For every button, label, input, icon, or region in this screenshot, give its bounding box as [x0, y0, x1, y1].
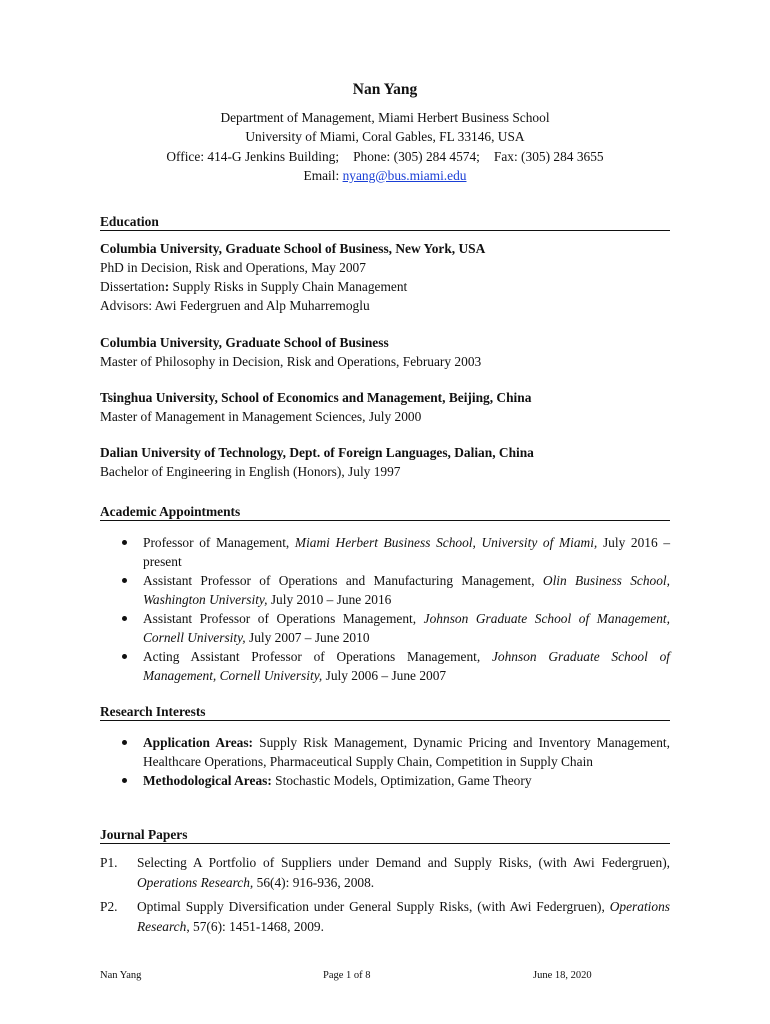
- phone-text: Phone: (305) 284 4574;: [353, 148, 480, 164]
- appointment-item: [100, 533, 670, 571]
- research-text: Supply Risk Management, Dynamic Pricing and Inventory Management, Healthcare Operations, Pharmaceutical Supply Chain, Competition in Supply Chain: [143, 735, 670, 769]
- appointment-role: Assistant Professor of Operations Management,: [143, 611, 424, 626]
- research-item: [100, 771, 670, 790]
- education-school: Columbia University, Graduate School of Business: [100, 335, 389, 350]
- education-heading: Education: [100, 213, 670, 231]
- appointment-dates: July 2010 – June 2016: [267, 592, 392, 607]
- education-entry: [100, 443, 670, 481]
- paper-citation: 56(4): 916-936, 2008.: [253, 875, 375, 890]
- university-line: University of Miami, Coral Gables, FL 33146, USA: [245, 129, 525, 145]
- appointment-institution: Johnson Graduate School of Management, Cornell University,: [143, 649, 670, 683]
- research-label: Methodological Areas:: [143, 773, 272, 788]
- appointment-role: Assistant Professor of Operations and Manufacturing Management,: [143, 573, 543, 588]
- appointments-heading: Academic Appointments: [100, 503, 670, 521]
- paper-item: [100, 853, 670, 893]
- paper-title: Optimal Supply Diversification under General Supply Risks, (with Awi Federgruen),: [137, 899, 610, 914]
- education-entry: [100, 388, 670, 426]
- email-line: [0, 166, 770, 185]
- paper-citation: , 57(6): 1451-1468, 2009.: [186, 919, 324, 934]
- education-degree: PhD in Decision, Risk and Operations, May 2007: [100, 260, 366, 275]
- appointment-role: Acting Assistant Professor of Operations Management,: [143, 649, 492, 664]
- journal-heading: Journal Papers: [100, 826, 670, 844]
- education-school: Dalian University of Technology, Dept. of Foreign Languages, Dalian, China: [100, 445, 534, 460]
- office-text: Office: 414-G Jenkins Building;: [166, 148, 340, 164]
- footer-page-number: Page 1 of 8: [323, 970, 371, 981]
- appointment-dates: July 2006 – June 2007: [322, 668, 447, 683]
- appointment-item: [100, 609, 670, 647]
- paper-number: P2.: [100, 899, 118, 914]
- education-section: [100, 213, 670, 481]
- email-link[interactable]: nyang@bus.miami.edu: [342, 167, 467, 183]
- research-list: [100, 733, 670, 790]
- paper-item: [100, 897, 670, 937]
- education-degree: Master of Philosophy in Decision, Risk and Operations, February 2003: [100, 354, 482, 369]
- appointments-section: [100, 503, 670, 685]
- education-entry: [100, 239, 670, 315]
- journal-section: [100, 826, 670, 937]
- dissertation-label: Dissertation: [100, 279, 165, 294]
- department-line: Department of Management, Miami Herbert Business School: [220, 110, 550, 125]
- appointment-item: [100, 571, 670, 609]
- paper-venue: Operations Research,: [137, 875, 254, 890]
- appointment-dates: July 2007 – June 2010: [245, 630, 370, 645]
- appointment-item: [100, 647, 670, 685]
- appointment-institution: Miami Herbert Business School, University of Miami,: [294, 535, 598, 550]
- paper-number: P1.: [100, 855, 118, 870]
- research-section: [100, 703, 670, 790]
- education-school: Tsinghua University, School of Economics and Management, Beijing, China: [100, 390, 532, 405]
- education-degree: Master of Management in Management Sciences, July 2000: [100, 409, 422, 424]
- appointments-list: [100, 533, 670, 685]
- education-school: Columbia University, Graduate School of Business, New York, USA: [100, 241, 486, 256]
- dissertation-title: Supply Risks in Supply Chain Management: [169, 279, 408, 294]
- education-entry: [100, 333, 670, 371]
- cv-name: Nan Yang: [352, 81, 418, 98]
- research-item: [100, 733, 670, 771]
- office-phone-fax-line: [0, 147, 770, 166]
- dissertation-line: [100, 277, 670, 296]
- appointment-institution: Olin Business School, Washington University,: [143, 573, 670, 607]
- advisors-line: Advisors: Awi Federgruen and Alp Muharremoglu: [100, 298, 370, 313]
- appointment-role: Professor of Management,: [143, 535, 295, 550]
- paper-venue: Operations Research: [137, 899, 670, 934]
- research-heading: Research Interests: [100, 703, 670, 721]
- footer-date: June 18, 2020: [533, 970, 592, 981]
- appointment-dates: July 2016 – present: [143, 535, 671, 569]
- dissertation-colon: :: [164, 279, 170, 294]
- fax-text: Fax: (305) 284 3655: [493, 148, 604, 164]
- contact-block: [0, 108, 770, 185]
- research-label: Application Areas:: [143, 735, 254, 750]
- research-text: Stochastic Models, Optimization, Game Theory: [271, 773, 532, 788]
- footer-author: Nan Yang: [100, 970, 142, 981]
- paper-title: Selecting A Portfolio of Suppliers under Demand and Supply Risks, (with Awi Federgruen),: [137, 855, 670, 870]
- education-degree: Bachelor of Engineering in English (Honors), July 1997: [100, 464, 401, 479]
- appointment-institution: Johnson Graduate School of Management, Cornell University,: [143, 611, 670, 645]
- email-label: Email:: [303, 167, 343, 183]
